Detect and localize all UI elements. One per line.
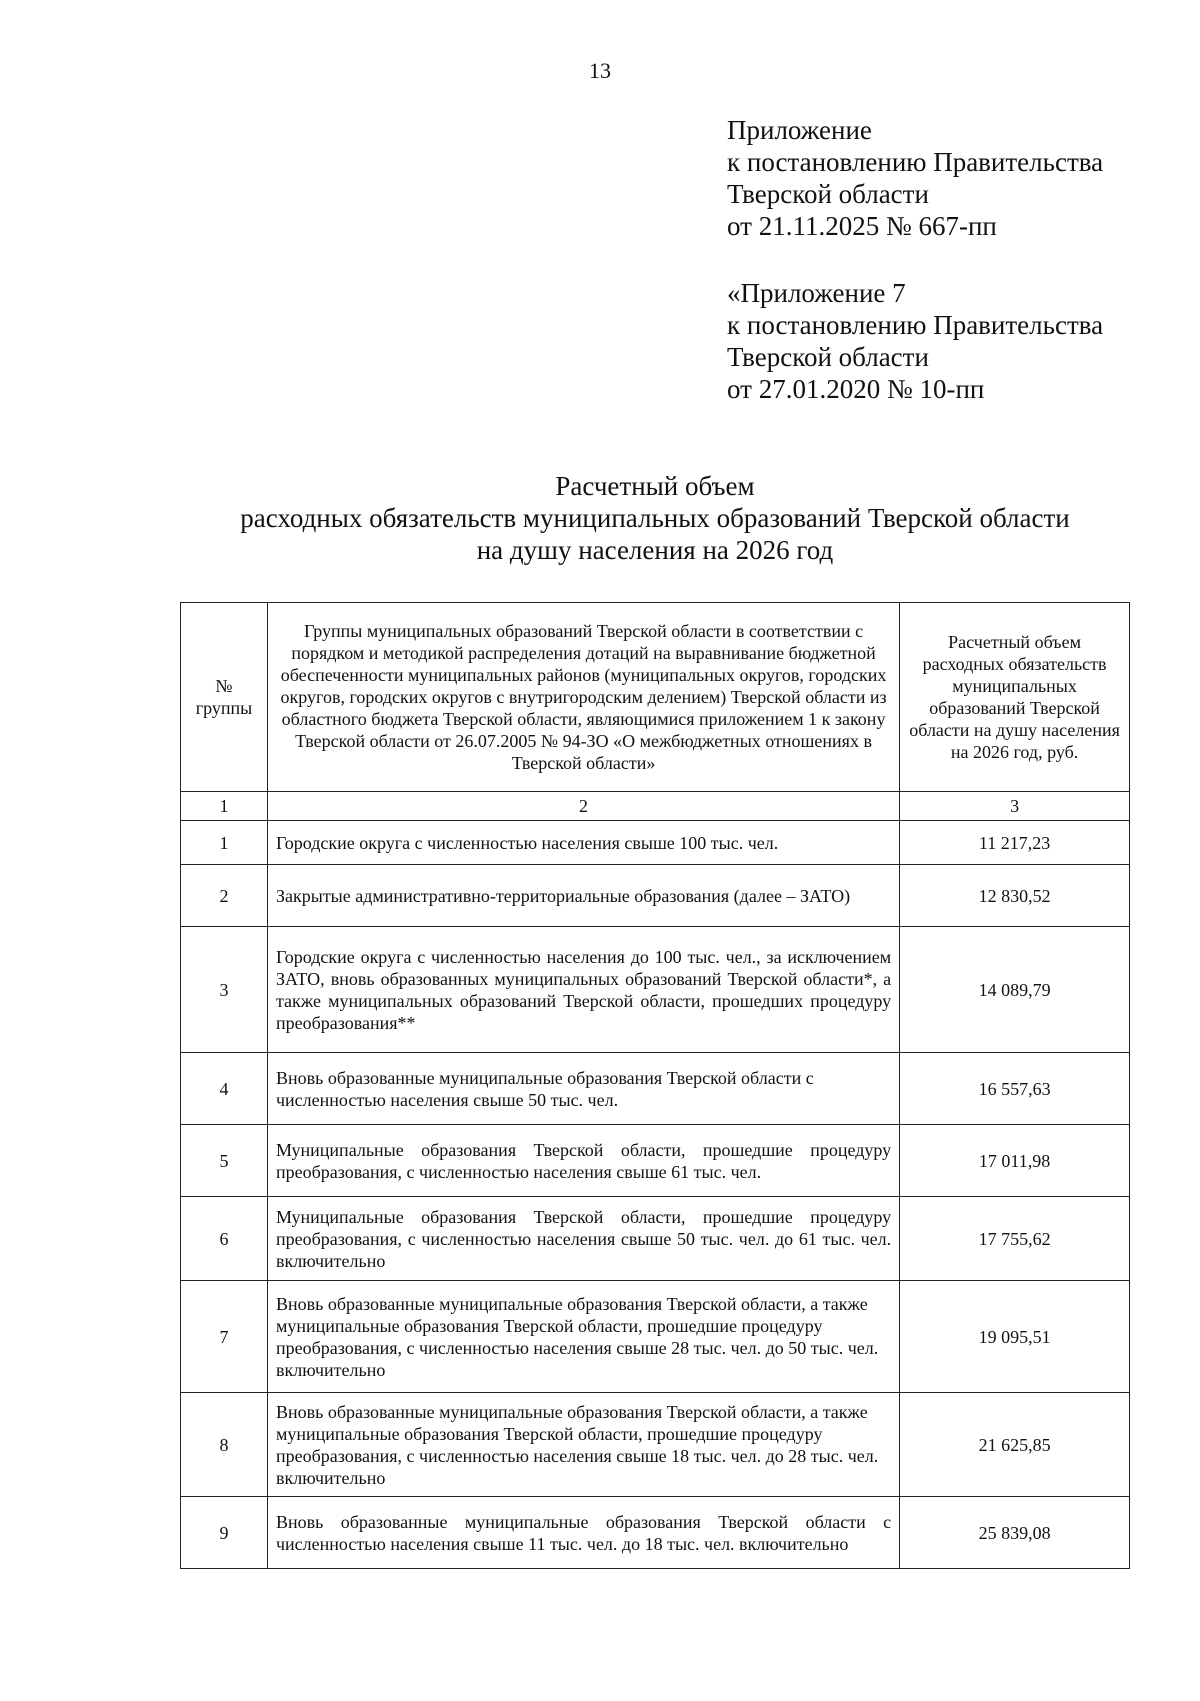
group-description: Вновь образованные муниципальные образования Тверской области с численностью населения свыше 11 тыс. чел. до 18 тыс. чел. включительно [267, 1497, 899, 1569]
group-number: 6 [181, 1197, 268, 1281]
group-number: 8 [181, 1393, 268, 1497]
expenditure-value: 14 089,79 [900, 927, 1130, 1053]
expenditure-value: 17 011,98 [900, 1125, 1130, 1197]
group-description: Закрытые административно-территориальные образования (далее – ЗАТО) [267, 865, 899, 927]
expenditure-table [180, 602, 1130, 1569]
group-number: 3 [181, 927, 268, 1053]
page-number: 13 [589, 58, 611, 83]
column-number: 3 [900, 792, 1130, 821]
table-row [181, 1393, 1130, 1497]
appendix-line: «Приложение 7 [727, 278, 906, 308]
appendix-line: от 21.11.2025 № 667-пп [727, 211, 997, 241]
appendix-line: Приложение [727, 115, 872, 145]
expenditure-value: 21 625,85 [900, 1393, 1130, 1497]
group-description: Муниципальные образования Тверской области, прошедшие процедуру преобразования, с численностью населения свыше 61 тыс. чел. [267, 1125, 899, 1197]
group-description: Городские округа с численностью населения свыше 100 тыс. чел. [267, 821, 899, 865]
appendix-line: к постановлению Правительства [727, 310, 1104, 340]
appendix-line: Тверской области [727, 179, 929, 209]
group-number: 9 [181, 1497, 268, 1569]
group-number: 1 [181, 821, 268, 865]
table-row [181, 1197, 1130, 1281]
table-row [181, 927, 1130, 1053]
appendix-line: от 27.01.2020 № 10-пп [727, 374, 985, 404]
group-description: Муниципальные образования Тверской области, прошедшие процедуру преобразования, с численностью населения свыше 50 тыс. чел. до 61 тыс. чел. включительно [267, 1197, 899, 1281]
document-title [0, 470, 1200, 566]
appendix-line: Тверской области [727, 342, 929, 372]
expenditure-value: 11 217,23 [900, 821, 1130, 865]
group-number: 2 [181, 865, 268, 927]
expenditure-value: 19 095,51 [900, 1281, 1130, 1393]
table-header-row [181, 603, 1130, 792]
appendix-original [727, 277, 1103, 405]
appendix-line: к постановлению Правительства [727, 147, 1104, 177]
expenditure-value: 16 557,63 [900, 1053, 1130, 1125]
header-expenditure-value: Расчетный объем расходных обязательств муниципальных образований Тверской области на душу населения на 2026 год, руб. [900, 603, 1130, 792]
header-group-description: Группы муниципальных образований Тверской области в соответствии с порядком и методикой распределения дотаций на выравнивание бюджетной обеспеченности муниципальных районов (муниципальных округов, городских округов, городских округов с внутригородским делением) Тверской области из областного бюджета Тверской области, являющимися приложением 1 к закону Тверской области от 26.07.2005 № 94-ЗО «О межбюджетных отношениях в Тверской области» [267, 603, 899, 792]
group-description: Вновь образованные муниципальные образования Тверской области, а также муниципальные образования Тверской области, прошедшие процедуру преобразования, с численностью населения свыше 18 тыс. чел. до 28 тыс. чел. включительно [267, 1393, 899, 1497]
title-line: Расчетный объем [555, 471, 755, 501]
table-row [181, 1497, 1130, 1569]
group-description: Вновь образованные муниципальные образования Тверской области, а также муниципальные образования Тверской области, прошедшие процедуру преобразования, с численностью населения свыше 28 тыс. чел. до 50 тыс. чел. включительно [267, 1281, 899, 1393]
table-row [181, 1125, 1130, 1197]
header-group-number: № группы [181, 603, 268, 792]
table-row [181, 1281, 1130, 1393]
title-line: расходных обязательств муниципальных образований Тверской области [240, 503, 1070, 533]
table-row [181, 821, 1130, 865]
expenditure-value: 17 755,62 [900, 1197, 1130, 1281]
group-number: 7 [181, 1281, 268, 1393]
column-number: 1 [181, 792, 268, 821]
table-row [181, 865, 1130, 927]
group-description: Вновь образованные муниципальные образования Тверской области с численностью населения свыше 50 тыс. чел. [267, 1053, 899, 1125]
appendix-current [727, 114, 1103, 242]
expenditure-value: 25 839,08 [900, 1497, 1130, 1569]
column-number-row [181, 792, 1130, 821]
title-line: на душу населения на 2026 год [476, 535, 834, 565]
group-number: 5 [181, 1125, 268, 1197]
group-description: Городские округа с численностью населения до 100 тыс. чел., за исключением ЗАТО, вновь образованных муниципальных образований Тверской области*, а также муниципальных образований Тверской области, прошедших процедуру преобразования** [267, 927, 899, 1053]
group-number: 4 [181, 1053, 268, 1125]
expenditure-value: 12 830,52 [900, 865, 1130, 927]
column-number: 2 [267, 792, 899, 821]
table-row [181, 1053, 1130, 1125]
